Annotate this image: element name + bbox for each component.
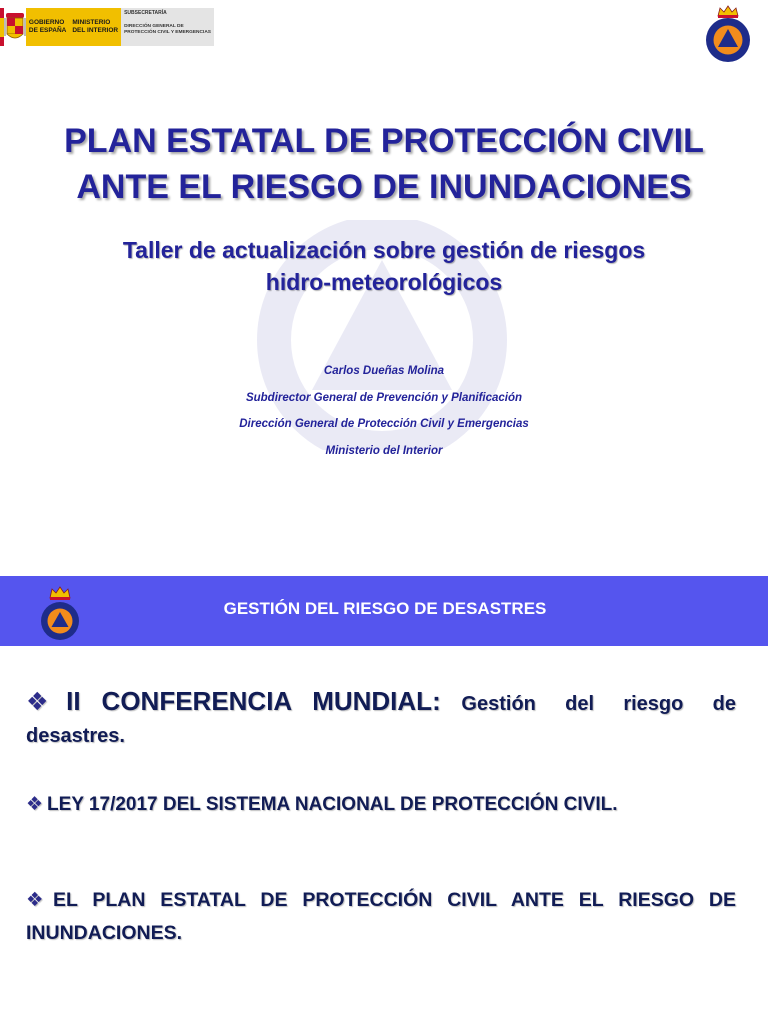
title-line2: ANTE EL RIESGO DE INUNDACIONES xyxy=(76,168,692,206)
subsecretaria-label xyxy=(121,8,214,46)
bullet-conferencia xyxy=(26,686,736,751)
bullet-lead: II CONFERENCIA MUNDIAL: xyxy=(66,686,441,716)
title-line1: PLAN ESTATAL DE PROTECCIÓN CIVIL xyxy=(64,122,704,160)
author-credits xyxy=(100,364,668,470)
proteccion-civil-logo-icon xyxy=(38,584,82,642)
subsecretaria: SUBSECRETARÍA xyxy=(124,10,167,16)
author-position: Subdirector General de Prevención y Planificación xyxy=(245,391,523,404)
bullet-text: LEY 17/2017 DEL SISTEMA NACIONAL DE PROTECCIÓN CIVIL. xyxy=(47,794,618,815)
diamond-bullet-icon: ❖ xyxy=(26,889,49,911)
ministry-line2: DEL INTERIOR xyxy=(72,27,119,34)
subtitle-line2: hidro-meteorológicos xyxy=(265,269,503,295)
bullet-rest: Gestión del riesgo de desastres. xyxy=(26,693,736,747)
presentation-title xyxy=(20,118,748,210)
government-label xyxy=(26,8,121,46)
gov-line2: DE ESPAÑA xyxy=(28,27,67,34)
bullet-ley xyxy=(26,792,736,818)
proteccion-civil-logo-icon xyxy=(703,4,753,64)
diamond-bullet-icon: ❖ xyxy=(26,688,63,716)
ministry-line1: MINISTERIO xyxy=(72,18,111,26)
author-ministry: Ministerio del Interior xyxy=(325,444,443,457)
bullet-plan-estatal xyxy=(26,884,736,950)
presentation-subtitle xyxy=(30,234,738,298)
gov-line1: GOBIERNO xyxy=(28,18,65,26)
bullet-text: EL PLAN ESTATAL DE PROTECCIÓN CIVIL ANTE EL RIESGO DE INUNDACIONES. xyxy=(26,889,736,944)
directorate-line2: PROTECCIÓN CIVIL Y EMERGENCIAS xyxy=(124,30,211,36)
section-banner xyxy=(0,576,768,646)
coat-of-arms-icon xyxy=(4,8,26,46)
directorate-line1: DIRECCIÓN GENERAL DE xyxy=(124,24,184,30)
section-title: GESTIÓN DEL RIESGO DE DESASTRES xyxy=(223,599,547,618)
government-header xyxy=(0,8,214,48)
diamond-bullet-icon: ❖ xyxy=(26,794,44,815)
content-slide xyxy=(0,576,768,1024)
author-name: Carlos Dueñas Molina xyxy=(323,365,445,377)
author-directorate: Dirección General de Protección Civil y Emergencias xyxy=(239,418,529,430)
subtitle-line1: Taller de actualización sobre gestión de riesgos xyxy=(122,237,646,263)
